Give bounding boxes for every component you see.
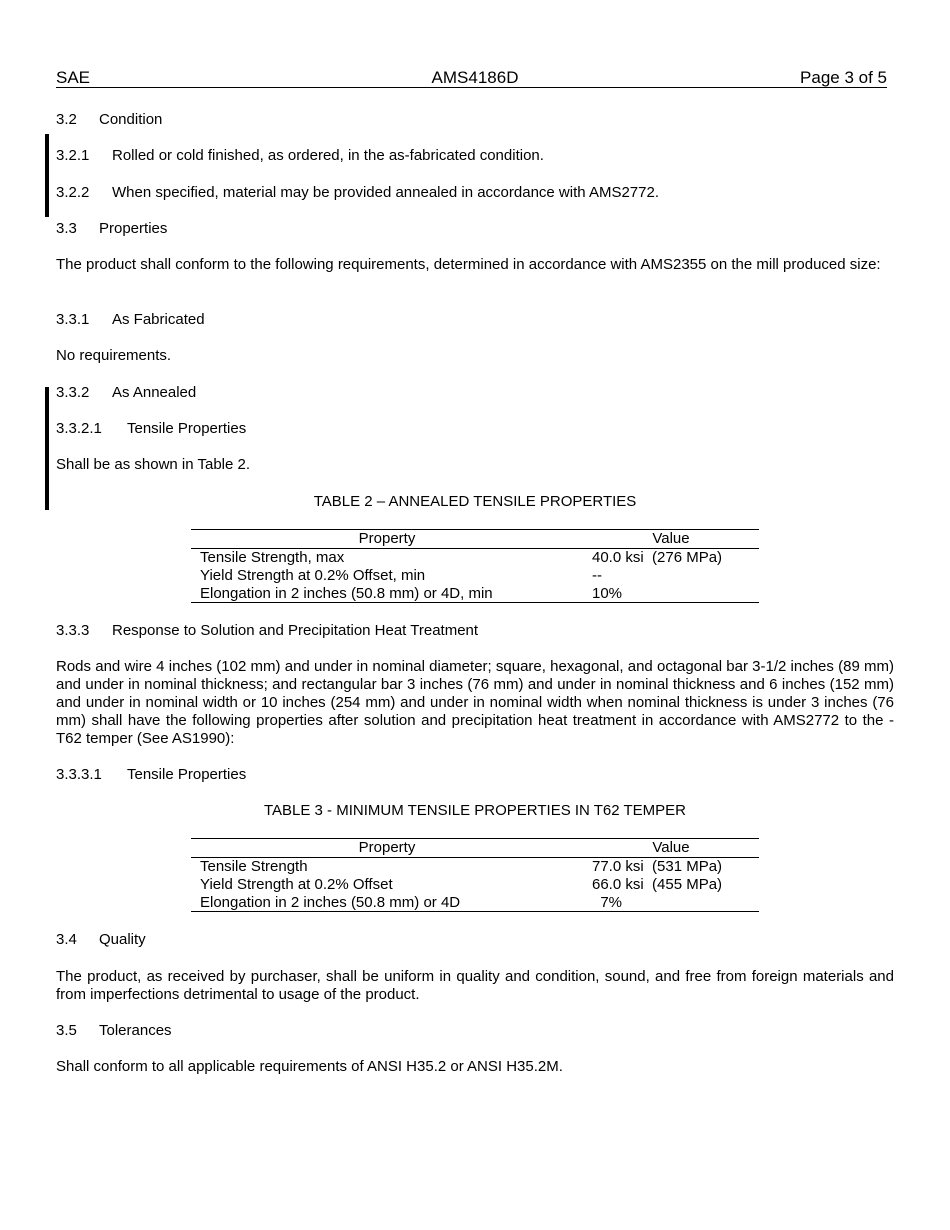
table-3-cell-property: Yield Strength at 0.2% Offset (200, 876, 393, 893)
section-title: As Annealed (112, 384, 197, 401)
header-page-number: Page 3 of 5 (800, 68, 887, 87)
table-2-caption: TABLE 2 – ANNEALED TENSILE PROPERTIES (313, 493, 637, 510)
section-number: 3.2 (56, 111, 77, 128)
header-doc-id: AMS4186D (431, 68, 519, 87)
section-number: 3.2.1 (56, 147, 90, 164)
section-title: As Fabricated (112, 311, 205, 328)
section-paragraph: No requirements. (56, 347, 172, 364)
section-paragraph: Shall conform to all applicable requirements of ANSI H35.2 or ANSI H35.2M. (56, 1058, 563, 1075)
table-3-header-property: Property (358, 839, 416, 856)
table-3-cell-property: Tensile Strength (200, 858, 308, 875)
header-org: SAE (56, 68, 91, 87)
table-2-cell-property: Elongation in 2 inches (50.8 mm) or 4D, min (200, 585, 493, 602)
table-2-cell-value: 40.0 ksi (276 MPa) (592, 549, 723, 566)
section-title: Properties (99, 220, 168, 237)
section-title: Quality (99, 931, 146, 948)
table-3-cell-value: 66.0 ksi (455 MPa) (592, 876, 723, 893)
section-paragraph: The product shall conform to the following requirements, determined in accordance with AMS2355 on the mill produced size: (56, 256, 881, 273)
table-3-cell-value: 77.0 ksi (531 MPa) (592, 858, 723, 875)
table-2-cell-value: -- (592, 567, 602, 584)
table-2-cell-property: Yield Strength at 0.2% Offset, min (200, 567, 426, 584)
section-paragraph: The product, as received by purchaser, shall be uniform in quality and condition, sound, and free from foreign materials and from imperfections detrimental to usage of the product. (56, 968, 894, 1003)
section-paragraph: Shall be as shown in Table 2. (56, 456, 251, 473)
section-number: 3.3.2.1 (56, 420, 102, 437)
section-number: 3.5 (56, 1022, 77, 1039)
section-number: 3.3 (56, 220, 77, 237)
table-2-cell-property: Tensile Strength, max (200, 549, 345, 566)
section-title: Condition (99, 111, 163, 128)
section-title: Tolerances (99, 1022, 172, 1039)
table-2-bottom-rule (191, 602, 759, 603)
table-3-cell-value: 7% (592, 894, 623, 911)
table-2-header-value: Value (652, 530, 690, 547)
table-3-bottom-rule (191, 911, 759, 912)
section-number: 3.3.3.1 (56, 766, 102, 783)
section-number: 3.3.3 (56, 622, 90, 639)
revision-bar (45, 134, 49, 217)
revision-bar (45, 387, 49, 510)
header-rule (56, 87, 887, 88)
section-number: 3.3.1 (56, 311, 90, 328)
table-2-cell-value: 10% (592, 585, 623, 602)
table-2-header-property: Property (358, 530, 416, 547)
table-3-cell-property: Elongation in 2 inches (50.8 mm) or 4D (200, 894, 461, 911)
section-number: 3.4 (56, 931, 77, 948)
table-3-caption: TABLE 3 - MINIMUM TENSILE PROPERTIES IN T62 TEMPER (263, 802, 687, 819)
section-number: 3.3.2 (56, 384, 90, 401)
section-text: Rolled or cold finished, as ordered, in the as-fabricated condition. (112, 147, 544, 164)
section-paragraph: Rods and wire 4 inches (102 mm) and under in nominal diameter; square, hexagonal, and octagonal bar 3-1/2 inches (89 mm) and under in nominal thickness; and rectangular bar 3 inches (76 mm) and under in nominal thickness and 6 inches (152 mm) and under in nominal width or 10 inches (254 mm) and under in nominal width when nominal thickness is under 3 inches (76 mm) shall have the following properties after solution and precipitation heat treatment in accordance with AMS2772 to the -T62 temper (See AS1990): (56, 658, 894, 747)
section-title: Response to Solution and Precipitation Heat Treatment (112, 622, 479, 639)
table-3-header-value: Value (652, 839, 690, 856)
section-number: 3.2.2 (56, 184, 90, 201)
section-text: When specified, material may be provided annealed in accordance with AMS2772. (112, 184, 659, 201)
section-title: Tensile Properties (127, 420, 247, 437)
section-title: Tensile Properties (127, 766, 247, 783)
